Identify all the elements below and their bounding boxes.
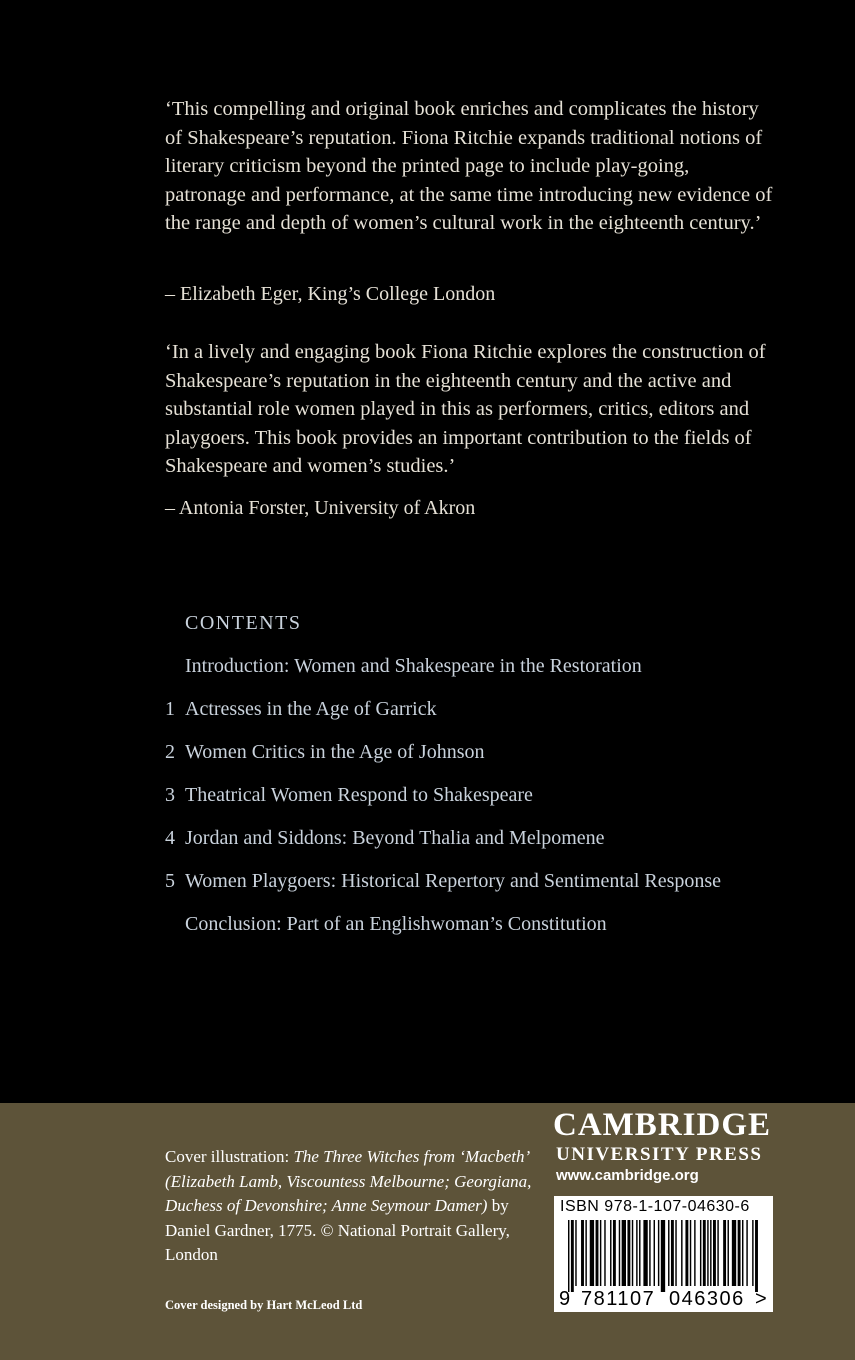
publisher-logo-sub: UNIVERSITY PRESS — [556, 1144, 763, 1165]
barcode-bar — [738, 1220, 741, 1286]
barcode-bar — [703, 1220, 706, 1286]
barcode-bar — [661, 1220, 665, 1292]
barcode-bar — [622, 1220, 626, 1286]
toc-item — [165, 698, 437, 721]
barcode-bar — [575, 1220, 576, 1286]
barcode-bar — [717, 1220, 718, 1286]
barcode-bar — [613, 1220, 616, 1286]
barcode-bar — [700, 1220, 701, 1286]
barcode-bar — [585, 1220, 586, 1286]
barcode-bar — [681, 1220, 682, 1286]
endorsement-attribution-1: – Elizabeth Eger, King’s College London — [165, 283, 496, 305]
barcode-bar — [685, 1220, 688, 1286]
toc-number: 3 — [165, 784, 175, 806]
barcode-bar — [690, 1220, 691, 1286]
barcode-group-2: 046306 — [669, 1288, 745, 1310]
barcode-bar — [632, 1220, 633, 1286]
barcode-bar — [746, 1220, 747, 1286]
barcode-bar — [596, 1220, 599, 1286]
toc-number: 2 — [165, 741, 175, 763]
barcode-bar — [668, 1220, 669, 1286]
credit-artwork-title: The Three Witches from ‘Macbeth’ (Elizabeth Lamb, Viscountess Melbourne; Georgiana, Duchess of Devonshire; Anne Seymour Damer) — [165, 1147, 532, 1215]
barcode-bar — [752, 1220, 753, 1286]
endorsement-attribution-2: – Antonia Forster, University of Akron — [165, 497, 476, 519]
toc-title: Women Playgoers: Historical Repertory and Sentimental Response — [185, 870, 722, 892]
toc-title: Conclusion: Part of an Englishwoman’s Constitution — [185, 913, 607, 935]
toc-title: Actresses in the Age of Garrick — [185, 698, 437, 720]
cover-designer-credit: Cover designed by Hart McLeod Ltd — [165, 1298, 363, 1312]
barcode-bar — [723, 1220, 726, 1286]
isbn-barcode — [554, 1196, 773, 1312]
barcode-lead-digit: 9 — [559, 1288, 571, 1310]
back-cover-band — [0, 1103, 855, 1360]
toc-item — [165, 655, 642, 678]
barcode-bar — [658, 1220, 659, 1286]
barcode-bar — [619, 1220, 620, 1286]
endorsement-quote-1: ‘This compelling and original book enriches and complicates the history of Shakespeare’s reputation. Fiona Ritchie expands traditional notions of literary criticism beyond the printed page to include play-going, patronage and performance, at the same time introducing new evidence of the range and depth of women’s cultural work in the eighteenth century.’ — [165, 98, 773, 235]
barcode-bar — [639, 1220, 640, 1286]
cover-illustration-credit — [165, 1145, 540, 1268]
toc-item — [165, 741, 484, 764]
barcode-bar — [604, 1220, 605, 1286]
barcode-bar — [571, 1220, 574, 1292]
barcode-bar — [610, 1220, 611, 1286]
barcode-bar — [694, 1220, 695, 1286]
toc-item — [165, 827, 605, 850]
barcode-bar — [568, 1220, 569, 1292]
isbn-text: ISBN 978-1-107-04630-6 — [560, 1198, 750, 1215]
barcode-bar — [710, 1220, 711, 1286]
toc-number: 4 — [165, 827, 175, 849]
barcode-bar — [732, 1220, 736, 1286]
credit-rest: by Daniel Gardner, 1775. © National Portrait Gallery, London — [165, 1196, 510, 1264]
barcode-bar — [742, 1220, 743, 1286]
barcode-bar — [636, 1220, 637, 1286]
toc-item — [165, 870, 721, 893]
barcode-bar — [728, 1220, 729, 1286]
barcode-bar — [627, 1220, 630, 1286]
barcode-group-1: 781107 — [581, 1288, 656, 1310]
credit-label: Cover illustration: — [165, 1147, 294, 1166]
barcode-bar — [649, 1220, 650, 1286]
toc-number: 5 — [165, 870, 175, 892]
barcode-bar — [755, 1220, 758, 1292]
barcode-bar — [590, 1220, 594, 1286]
barcode-bar — [675, 1220, 676, 1286]
barcode-bar — [600, 1220, 601, 1286]
publisher-url: www.cambridge.org — [556, 1167, 699, 1184]
toc-item — [165, 784, 533, 807]
toc-title: Women Critics in the Age of Johnson — [185, 741, 485, 763]
contents-heading: CONTENTS — [185, 612, 302, 634]
barcode-bar — [643, 1220, 647, 1286]
barcode-bar — [671, 1220, 674, 1286]
barcode-bar — [713, 1220, 716, 1286]
barcode-bar — [581, 1220, 584, 1286]
barcode-arrow: > — [755, 1288, 767, 1310]
endorsement-quote-2: ‘In a lively and engaging book Fiona Ritchie explores the construction of Shakespeare’s reputation in the eighteenth century and the active and substantial role women played in this as performers, critics, editors and playgoers. This book provides an important contribution to the fields of Shakespeare and women’s studies.’ — [165, 341, 766, 478]
barcode-bar — [707, 1220, 708, 1286]
publisher-logo-name: CAMBRIDGE — [553, 1107, 772, 1143]
toc-title: Introduction: Women and Shakespeare in the Restoration — [185, 655, 642, 677]
barcode-bar — [654, 1220, 655, 1286]
toc-title: Theatrical Women Respond to Shakespeare — [185, 784, 533, 806]
toc-number: 1 — [165, 698, 175, 720]
toc-title: Jordan and Siddons: Beyond Thalia and Melpomene — [185, 827, 605, 849]
toc-item — [165, 913, 607, 936]
